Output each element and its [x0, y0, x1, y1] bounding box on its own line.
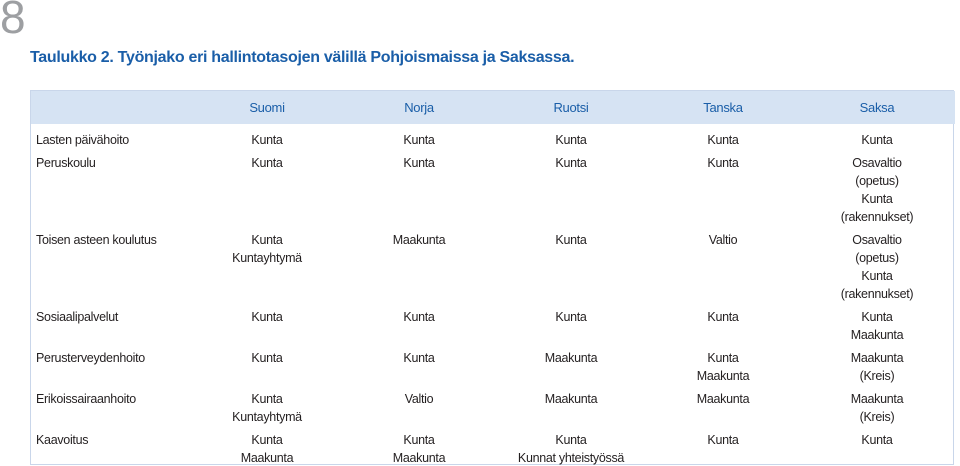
- table-cell: [495, 345, 647, 386]
- cell-line: Kunta: [555, 156, 587, 170]
- table-body: [31, 124, 955, 466]
- cell-line: Kunta: [251, 233, 283, 247]
- cell-line: Kuntayhtymä: [232, 410, 302, 424]
- cell-line: Kunta: [861, 192, 893, 206]
- page-number: 8: [0, 0, 26, 43]
- cell-line: Kunta: [251, 310, 283, 324]
- row-label: Sosiaalipalvelut: [36, 310, 119, 324]
- cell-line: Kunta: [861, 269, 893, 283]
- table-cell: [495, 124, 647, 150]
- cell-line: Kunnat yhteistyössä: [517, 451, 625, 465]
- table-cell: [799, 304, 955, 345]
- row-label: Kaavoitus: [36, 433, 89, 447]
- cell-line: Valtio: [404, 392, 434, 406]
- cell-line: Kunta: [861, 133, 893, 147]
- header-row: [31, 91, 955, 124]
- cell-line: Kunta: [861, 310, 893, 324]
- cell-line: (opetus): [855, 251, 899, 265]
- table-cell: [799, 227, 955, 304]
- table-cell: [495, 386, 647, 427]
- table-caption: Taulukko 2. Työnjako eri hallintotasojen välillä Pohjoismaissa ja Saksassa.: [30, 49, 575, 66]
- table-cell: [799, 345, 955, 386]
- table-cell: [343, 345, 495, 386]
- cell-line: Kunta: [251, 392, 283, 406]
- cell-line: Kunta: [555, 133, 587, 147]
- cell-line: Kunta: [403, 433, 435, 447]
- cell-line: Kunta: [555, 233, 587, 247]
- table-row: [31, 304, 955, 345]
- table-cell: [191, 227, 343, 304]
- table-cell: [799, 150, 955, 227]
- row-label: Peruskoulu: [36, 156, 96, 170]
- table: [31, 91, 955, 466]
- row-label: Lasten päivähoito: [36, 133, 129, 147]
- row-label: Perusterveydenhoito: [36, 351, 145, 365]
- cell-line: Kunta: [707, 351, 739, 365]
- header-cell-ruotsi: Ruotsi: [553, 100, 589, 115]
- header-cell-empty: [31, 91, 191, 124]
- table-cell: [799, 386, 955, 427]
- table-cell: [191, 124, 343, 150]
- cell-line: Maakunta: [850, 351, 904, 365]
- table-row: [31, 427, 955, 466]
- cell-line: Maakunta: [544, 351, 598, 365]
- table-row: [31, 227, 955, 304]
- header-cell-suomi: Suomi: [249, 100, 285, 115]
- table-row: [31, 386, 955, 427]
- table-cell: [343, 150, 495, 227]
- table-cell: [799, 124, 955, 150]
- cell-line: Maakunta: [392, 451, 446, 465]
- cell-line: Kunta: [555, 310, 587, 324]
- table-cell: [495, 227, 647, 304]
- header-cell-norja: Norja: [404, 100, 434, 115]
- cell-line: Maakunta: [850, 392, 904, 406]
- table-header: [31, 91, 955, 124]
- cell-line: Maakunta: [850, 328, 904, 342]
- row-label: Toisen asteen koulutus: [36, 233, 157, 247]
- table-row: [31, 345, 955, 386]
- table-cell: [647, 386, 799, 427]
- header-cell-tanska: Tanska: [703, 100, 743, 115]
- cell-line: Kunta: [707, 133, 739, 147]
- cell-line: Kunta: [251, 133, 283, 147]
- table-cell: [495, 150, 647, 227]
- cell-line: (rakennukset): [840, 287, 914, 301]
- table-cell: [343, 227, 495, 304]
- table-cell: [343, 386, 495, 427]
- row-label: Erikoissairaanhoito: [36, 392, 136, 406]
- cell-line: (rakennukset): [840, 210, 914, 224]
- table-cell: [647, 304, 799, 345]
- table-row: [31, 150, 955, 227]
- cell-line: Maakunta: [544, 392, 598, 406]
- table-cell: [343, 427, 495, 466]
- table-cell: [495, 304, 647, 345]
- cell-line: Kunta: [861, 433, 893, 447]
- table-cell: [647, 427, 799, 466]
- table-cell: [191, 427, 343, 466]
- cell-line: Kunta: [707, 156, 739, 170]
- cell-line: Kunta: [251, 433, 283, 447]
- table-cell: [191, 345, 343, 386]
- cell-line: Kunta: [707, 433, 739, 447]
- table-cell: [191, 304, 343, 345]
- cell-line: Kunta: [403, 310, 435, 324]
- table-cell: [191, 386, 343, 427]
- table-cell: [647, 150, 799, 227]
- cell-line: Kunta: [707, 310, 739, 324]
- cell-line: Valtio: [708, 233, 738, 247]
- cell-line: (Kreis): [859, 369, 895, 383]
- table-cell: [343, 124, 495, 150]
- cell-line: Maakunta: [392, 233, 446, 247]
- cell-line: Maakunta: [696, 369, 750, 383]
- cell-line: Kunta: [403, 133, 435, 147]
- cell-line: Kuntayhtymä: [232, 251, 302, 265]
- cell-line: Maakunta: [240, 451, 294, 465]
- cell-line: Osavaltio: [852, 156, 902, 170]
- table-cell: [647, 227, 799, 304]
- division-of-labour-table: [30, 90, 954, 465]
- header-cell-saksa: Saksa: [859, 100, 895, 115]
- cell-line: Kunta: [251, 156, 283, 170]
- table-cell: [647, 345, 799, 386]
- table-cell: [495, 427, 647, 466]
- cell-line: Kunta: [251, 351, 283, 365]
- cell-line: Maakunta: [696, 392, 750, 406]
- table-cell: [191, 150, 343, 227]
- cell-line: Osavaltio: [852, 233, 902, 247]
- table-cell: [647, 124, 799, 150]
- cell-line: (Kreis): [859, 410, 895, 424]
- table-cell: [343, 304, 495, 345]
- cell-line: Kunta: [403, 156, 435, 170]
- cell-line: Kunta: [403, 351, 435, 365]
- cell-line: (opetus): [855, 174, 899, 188]
- table-row: [31, 124, 955, 150]
- cell-line: Kunta: [555, 433, 587, 447]
- table-cell: [799, 427, 955, 466]
